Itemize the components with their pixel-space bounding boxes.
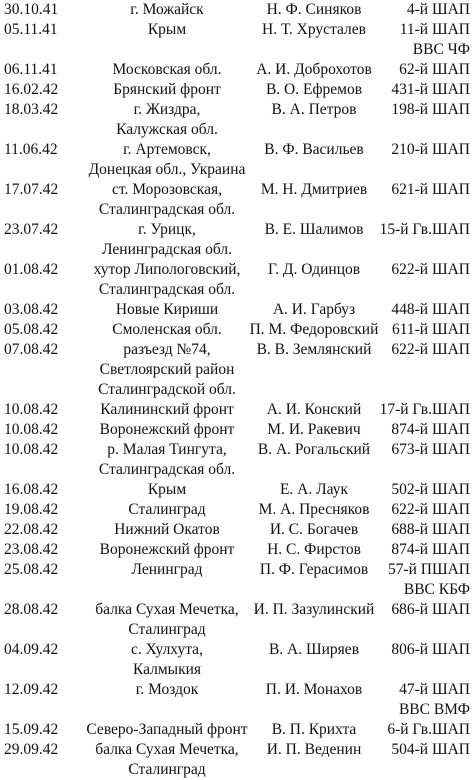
place-line: Северо-Западный фронт [86, 721, 248, 738]
date-cell: 05.08.42 [4, 321, 59, 338]
table-row [0, 60, 474, 80]
person-cell: И. П. Зазулинский [253, 601, 375, 618]
table-row [0, 600, 474, 640]
place-line: Брянский фронт [113, 81, 221, 98]
unit-cell: 874-й ШАП [391, 421, 470, 438]
person-cell: И. П. Веденин [266, 741, 362, 758]
person-cell: В. А. Петров [271, 101, 357, 118]
place-cell [72, 400, 262, 420]
place-line: балка Сухая Мечетка, [95, 741, 239, 758]
place-line: Сталинград [128, 621, 206, 638]
table-row [0, 220, 474, 260]
place-cell [72, 80, 262, 100]
table-row [0, 100, 474, 140]
person-cell: В. О. Ефремов [265, 81, 363, 98]
unit-cell: 17-й Гв.ШАП [379, 401, 470, 418]
date-cell: 04.09.42 [4, 641, 59, 658]
place-cell [72, 680, 262, 700]
place-line: Калининский фронт [100, 401, 234, 418]
place-line: ст. Морозовская, [112, 181, 222, 198]
place-line: разъезд №74, [123, 341, 211, 358]
place-cell [72, 720, 262, 740]
date-cell: 22.08.42 [4, 521, 59, 538]
place-line: Светлоярский район [99, 361, 235, 378]
place-line: Ленинградская обл. [102, 241, 232, 258]
table-row [0, 20, 474, 40]
person-cell: А. И. Конский [266, 401, 362, 418]
unit-cell: 47-й ШАП [399, 681, 470, 698]
date-cell: 03.08.42 [4, 301, 59, 318]
place-line: Московская обл. [112, 61, 222, 78]
unit-cell: 431-й ШАП [391, 81, 470, 98]
date-cell: 30.10.41 [4, 1, 59, 18]
place-line: Сталинградская обл. [98, 281, 236, 298]
place-line: Нижний Окатов [114, 521, 220, 538]
unit-cell: 502-й ШАП [391, 481, 470, 498]
unit-cell: 198-й ШАП [391, 101, 470, 118]
table-row [0, 140, 474, 180]
place-line: Воронежский фронт [99, 421, 235, 438]
person-cell: П. М. Федоровский [249, 321, 379, 338]
place-cell [72, 540, 262, 560]
unit-cell: 57-й ПШАП [387, 561, 470, 578]
person-cell: В. Е. Шалимов [264, 221, 364, 238]
place-cell [72, 320, 262, 340]
person-cell: Н. С. Фирстов [267, 541, 361, 558]
section-label: ВВС ЧФ [412, 41, 470, 58]
section-label-row [0, 700, 474, 720]
place-cell [72, 520, 262, 540]
place-cell [72, 100, 262, 140]
date-cell: 12.09.42 [4, 681, 59, 698]
date-cell: 05.11.41 [4, 21, 58, 38]
table-row [0, 520, 474, 540]
unit-cell: 448-й ШАП [391, 301, 470, 318]
person-cell: М. А. Пресняков [258, 501, 370, 518]
date-cell: 23.07.42 [4, 221, 59, 238]
place-cell [72, 300, 262, 320]
place-cell [72, 340, 262, 400]
table-row [0, 260, 474, 300]
table-row [0, 0, 474, 20]
person-cell: М. Н. Дмитриев [260, 181, 368, 198]
place-cell [72, 640, 262, 680]
date-cell: 10.08.42 [4, 401, 59, 418]
date-cell: 28.08.42 [4, 601, 59, 618]
date-cell: 10.08.42 [4, 421, 59, 438]
person-cell: Г. Д. Одинцов [267, 261, 361, 278]
place-cell [72, 260, 262, 300]
place-line: Калужская обл. [116, 121, 218, 138]
place-line: Калмыкия [132, 661, 202, 678]
person-cell: П. Ф. Герасимов [259, 561, 369, 578]
place-cell [72, 60, 262, 80]
person-cell: М. И. Ракевич [267, 421, 361, 438]
place-cell [72, 480, 262, 500]
place-line: Сталинград [128, 501, 206, 518]
person-cell: Н. Т. Хрусталев [262, 21, 366, 38]
date-cell: 01.08.42 [4, 261, 59, 278]
date-cell: 16.08.42 [4, 481, 59, 498]
place-cell [72, 600, 262, 640]
person-cell: Е. А. Лаук [279, 481, 349, 498]
place-cell [72, 180, 262, 220]
table-row [0, 420, 474, 440]
place-line: Сталинградская обл. [98, 201, 236, 218]
date-cell: 10.08.42 [4, 441, 59, 458]
person-cell: В. П. Крихта [271, 721, 357, 738]
table-row [0, 740, 474, 780]
unit-cell: 611-й ШАП [391, 321, 470, 338]
unit-cell: 11-й ШАП [399, 21, 470, 38]
place-cell [72, 20, 262, 40]
unit-cell: 874-й ШАП [391, 541, 470, 558]
person-cell: А. И. Доброхотов [256, 61, 372, 78]
section-label-row [0, 580, 474, 600]
place-line: г. Артемовск, [123, 141, 211, 158]
unit-cell: 4-й ШАП [406, 1, 470, 18]
place-line: Сталинград [128, 761, 206, 778]
place-cell [72, 420, 262, 440]
place-line: Крым [147, 481, 187, 498]
person-cell: И. С. Богачев [269, 521, 359, 538]
person-cell: В. А. Ширяев [268, 641, 360, 658]
table-row [0, 80, 474, 100]
person-cell: В. А. Рогальский [257, 441, 371, 458]
table-row [0, 440, 474, 480]
person-cell: В. В. Землянский [256, 341, 372, 358]
place-cell [72, 560, 262, 580]
table-row [0, 340, 474, 400]
section-label: ВВС КБФ [403, 581, 470, 598]
table-row [0, 480, 474, 500]
place-line: Сталинградская обл. [98, 461, 236, 478]
date-cell: 19.08.42 [4, 501, 59, 518]
place-cell [72, 0, 262, 20]
unit-cell: 621-й ШАП [391, 181, 470, 198]
place-line: Новые Кириши [115, 301, 219, 318]
place-line: Сталинградской обл. [98, 381, 236, 398]
person-cell: А. И. Гарбуз [272, 301, 356, 318]
table-row [0, 560, 474, 580]
place-line: с. Хулхута, [131, 641, 203, 658]
place-line: Ленинград [131, 561, 203, 578]
place-line: г. Моздок [135, 681, 199, 698]
date-cell: 07.08.42 [4, 341, 59, 358]
unit-cell: 673-й ШАП [391, 441, 470, 458]
place-line: балка Сухая Мечетка, [95, 601, 239, 618]
place-line: г. Можайск [130, 1, 204, 18]
table-row [0, 680, 474, 700]
place-cell [72, 740, 262, 780]
table-row [0, 640, 474, 680]
unit-cell: 806-й ШАП [391, 641, 470, 658]
date-cell: 25.08.42 [4, 561, 59, 578]
date-cell: 23.08.42 [4, 541, 59, 558]
unit-cell: 622-й ШАП [391, 501, 470, 518]
table-row [0, 320, 474, 340]
unit-cell: 6-й Гв.ШАП [387, 721, 470, 738]
place-line: Крым [147, 21, 187, 38]
table-row [0, 720, 474, 740]
place-cell [72, 500, 262, 520]
table-row [0, 540, 474, 560]
unit-cell: 504-й ШАП [391, 741, 470, 758]
date-cell: 29.09.42 [4, 741, 59, 758]
unit-cell: 686-й ШАП [391, 601, 470, 618]
date-cell: 11.06.42 [4, 141, 58, 158]
place-line: Воронежский фронт [99, 541, 235, 558]
table-row [0, 180, 474, 220]
place-line: р. Малая Тингута, [107, 441, 227, 458]
date-cell: 17.07.42 [4, 181, 59, 198]
person-cell: В. Ф. Васильев [264, 141, 364, 158]
date-cell: 18.03.42 [4, 101, 59, 118]
unit-cell: 622-й ШАП [391, 261, 470, 278]
place-cell [72, 140, 262, 180]
unit-cell: 15-й Гв.ШАП [379, 221, 470, 238]
date-cell: 15.09.42 [4, 721, 59, 738]
place-line: г. Жиздра, [133, 101, 201, 118]
table-row [0, 300, 474, 320]
unit-cell: 62-й ШАП [399, 61, 470, 78]
place-line: хутор Липологовский, [93, 261, 241, 278]
unit-cell: 688-й ШАП [391, 521, 470, 538]
section-label: ВВС ВМФ [398, 701, 470, 718]
table-row [0, 400, 474, 420]
place-line: Донецкая обл., Украина [88, 161, 246, 178]
unit-cell: 622-й ШАП [391, 341, 470, 358]
place-line: г. Урицк, [138, 221, 196, 238]
place-line: Смоленская обл. [112, 321, 222, 338]
person-cell: Н. Ф. Синяков [266, 1, 362, 18]
place-cell [72, 220, 262, 260]
table-row [0, 500, 474, 520]
date-cell: 06.11.41 [4, 61, 58, 78]
date-cell: 16.02.42 [4, 81, 59, 98]
place-cell [72, 440, 262, 480]
unit-cell: 210-й ШАП [391, 141, 470, 158]
section-label-row [0, 40, 474, 60]
person-cell: П. И. Монахов [265, 681, 363, 698]
